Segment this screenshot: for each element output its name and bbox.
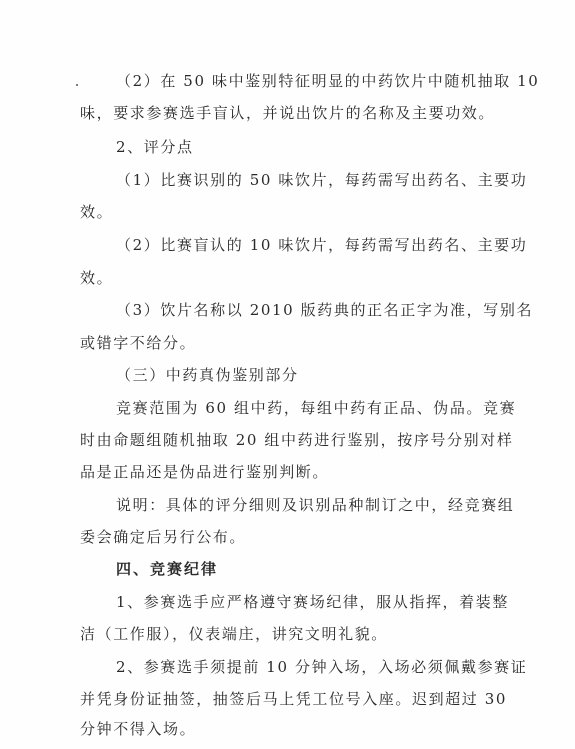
text-line-4: （1）比赛识别的 50 味饮片，每药需写出药名、主要功 xyxy=(116,171,528,189)
text-line-15: 委会确定后另行公布。 xyxy=(80,528,247,546)
text-line-19: 2、参赛选手须提前 10 分钟入场，入场必须佩戴参赛证 xyxy=(116,658,528,676)
scan-speck xyxy=(76,84,78,86)
text-line-18: 洁（工作服），仪表端庄，讲究文明礼貌。 xyxy=(80,625,388,643)
text-line-12: 时由命题组随机抽取 20 组中药进行鉴别，按序号分别对样 xyxy=(80,431,514,449)
text-line-11: 竞赛范围为 60 组中药，每组中药有正品、伪品。竞赛 xyxy=(116,399,517,417)
text-line-7: 效。 xyxy=(80,269,114,287)
text-line-17: 1、参赛选手应严格遵守赛场纪律，服从指挥，着装整 xyxy=(116,593,509,611)
section-heading-discipline: 四、竞赛纪律 xyxy=(116,560,219,578)
text-line-13: 品是正品还是伪品进行鉴别判断。 xyxy=(80,463,330,481)
text-line-14: 说明：具体的评分细则及识别品种制订之中，经竞赛组 xyxy=(116,496,515,514)
text-line-5: 效。 xyxy=(80,203,114,221)
text-line-2: 味，要求参赛选手盲认，并说出饮片的名称及主要功效。 xyxy=(80,104,496,122)
text-line-9: 或错字不给分。 xyxy=(80,334,197,352)
text-line-8: （3）饮片名称以 2010 版药典的正名正字为准，写别名 xyxy=(116,301,534,319)
text-line-20: 并凭身份证抽签，抽签后马上凭工位号入座。迟到超过 30 xyxy=(80,690,508,708)
text-line-6: （2）比赛盲认的 10 味饮片，每药需写出药名、主要功 xyxy=(116,236,528,254)
section-heading-authenticity: （三）中药真伪鉴别部分 xyxy=(116,366,299,384)
text-line-21: 分钟不得入场。 xyxy=(80,720,197,738)
text-line-3: 2、评分点 xyxy=(116,138,194,156)
text-line-1: （2）在 50 味中鉴别特征明显的中药饮片中随机抽取 10 xyxy=(116,72,540,90)
